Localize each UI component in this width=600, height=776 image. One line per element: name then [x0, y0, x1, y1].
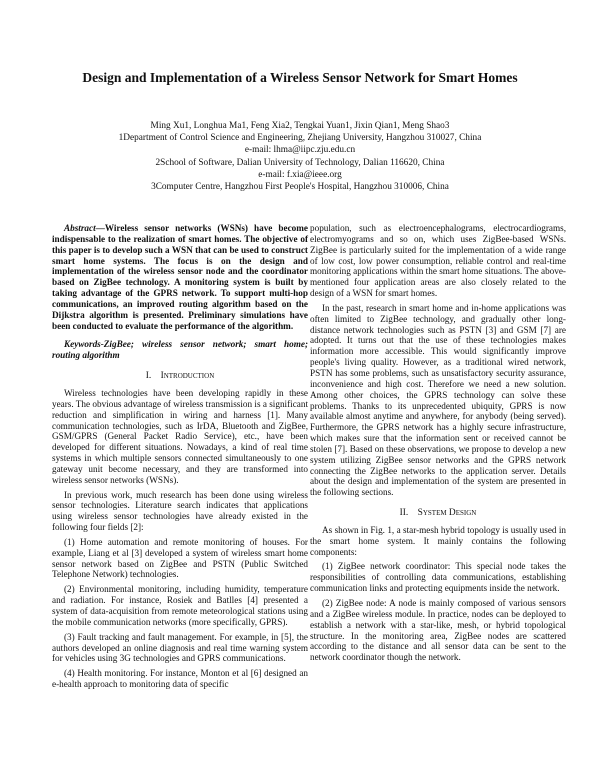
abstract-text: Wireless sensor networks (WSNs) have become indispensable to the realization of smart homes. The objective of this paper is to develop such a WSN that can be used to construct smart home systems. The focus is on the design and implementation of the wireless sensor node and the coordinator based on ZigBee technology. A monitoring system is built by taking advantage of the GPRS network. To support multi-hop communications, an improved routing algorithm based on the Dijkstra algorithm is presented. Preliminary simulations have been conducted to evaluate the performance of the algorithm.	[52, 223, 308, 331]
paper-title: Design and Implementation of a Wireless Sensor Network for Smart Homes	[82, 70, 518, 85]
keywords-text: wireless sensor network; smart home; routing algorithm	[52, 339, 309, 361]
affiliation-1: 1Department of Control Science and Engineering, Zhejiang University, Hangzhou 310027, China	[118, 133, 482, 143]
affiliation-3: 3Computer Centre, Hangzhou First People's Hospital, Hangzhou 310006, China	[151, 182, 449, 192]
system-paragraph: As shown in Fig. 1, a star-mesh hybrid topology is usually used in the smart home system. It mainly contains the following components:	[310, 524, 566, 557]
abstract-dash: —	[95, 223, 105, 233]
intro-paragraph: In the past, research in smart home and in-home applications was often limited to ZigBee technology, and gradually other long-distance network technologies such as PSTN [3] and GSM [7] are adopted. It turns out that the use of these technologies makes information more accessible. This would significantly improve people's living quality. However, as a traditional wired network, PSTN has some problems, such as unsatisfactory security assurance, inconvenience and high cost. Therefore we need a new solution. Among other choices, the GPRS technology can solve these problems. Thanks to its unprecedented ubiquity, GPRS is now available almost anytime and anywhere, for anybody (being served). Furthermore, the GPRS network has a highly secure infrastructure, which makes sure that the information sent or received cannot be stolen [7]. Based on these observations, we propose to develop a new system utilizing ZigBee sensor networks and the GPRS network connecting the ZigBee networks to the application server. Details about the design and implementation of the system are presented in the following sections.	[310, 302, 566, 498]
section-heading-system-design	[310, 508, 566, 519]
email-2: e-mail: f.xia@ieee.org	[258, 170, 342, 180]
section-number: I.	[145, 371, 152, 382]
section-number: II.	[399, 508, 409, 519]
intro-paragraph: Wireless technologies have been developing rapidly in these years. The obvious advantage of wireless transmission is a significant reduction and simplification in wiring and harness [1]. Many communication technologies, such as IrDA, Bluetooth and ZigBee, GSM/GPRS (General Packet Radio Service), etc., have been developed for different situations. Nowadays, a kind of real time systems in which multiple sensors connected simultaneously to one gateway unit become necessary, and they are transformed into wireless sensor networks (WSNs).	[52, 387, 309, 485]
keywords	[52, 339, 308, 361]
intro-paragraph: (1) Home automation and remote monitoring of houses. For example, Liang et al [3] developed a system of wireless smart home sensor network based on ZigBee and PSTN (Public Switched Telephone Network) technologies.	[52, 536, 308, 580]
authors-line	[0, 120, 600, 132]
abstract-label: Abstract	[64, 223, 96, 233]
left-column	[52, 223, 308, 690]
section-heading-introduction	[52, 371, 308, 382]
system-paragraph: (2) ZigBee node: A node is mainly composed of various sensors and a ZigBee wireless module. In practice, nodes can be deployed to establish a network with a star-like, mesh, or hybrid topological structure. In the monitoring area, ZigBee nodes are scattered according to the distance and all sensor data can be sent to the network coordinator though the network.	[310, 598, 566, 663]
system-paragraph: (1) ZigBee network coordinator: This special node takes the responsibilities of controlling data communications, establishing communication links and protecting equipments inside the network.	[310, 561, 566, 594]
intro-paragraph: (4) Health monitoring. For instance, Monton et al [6] designed an e-health approach to monitoring data of specific	[52, 668, 308, 690]
section-title: System Design	[417, 508, 477, 519]
email-1: e-mail: lhma@iipc.zju.edu.cn	[244, 145, 356, 155]
intro-paragraph: In previous work, much research has been done using wireless sensor technologies. Literature search indicates that applications using wireless sensor technologies have already existed in the following four fields [2]:	[52, 489, 308, 533]
abstract	[52, 223, 308, 331]
intro-paragraph: population, such as electroencephalograms, electrocardiograms, electromyograms and so on, which uses ZigBee-based WSNs. ZigBee is particularly suited for the implementation of a wide range of low cost, low power consumption, reliable control and real-time monitoring applications within the smart home situations. The above-mentioned four application areas are also closely related to the design of a WSN for smart homes.	[310, 223, 566, 299]
section-title: Introduction	[160, 371, 215, 382]
author-list: Ming Xu1, Longhua Ma1, Feng Xia2, Tengkai Yuan1, Jixin Qian1, Meng Shao3	[150, 121, 450, 131]
keywords-label: Keywords-ZigBee;	[64, 339, 134, 350]
affiliation-2: 2School of Software, Dalian University of Technology, Dalian 116620, China	[155, 158, 445, 168]
intro-paragraph: (2) Environmental monitoring, including humidity, temperature and radiation. For instance, Rosiek and Batlles [4] presented a system of data-acquisition from remote meteorological stations using the mobile communication networks (more specifically, GPRS).	[52, 584, 308, 627]
right-column	[310, 223, 566, 663]
intro-paragraph: (3) Fault tracking and fault management. For example, in [5], the authors developed an online diagnosis and real time warning system for vehicles using 3G technologies and GPRS communications.	[52, 631, 308, 664]
